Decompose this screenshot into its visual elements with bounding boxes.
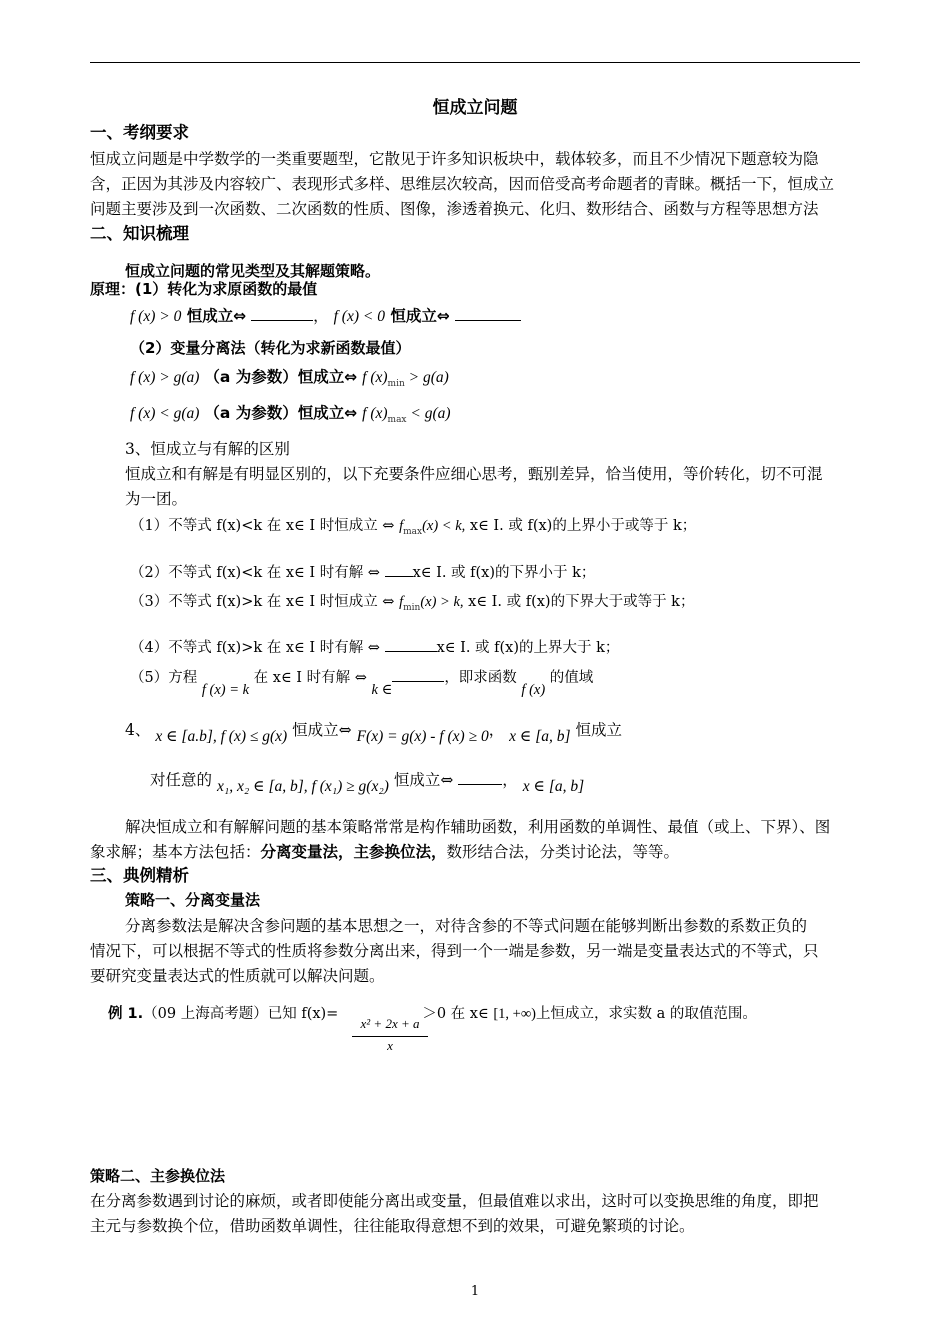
item-2-text: （2）不等式 f(x)<k 在 x∈ I 时有解 ⇔ xyxy=(130,565,380,581)
math-fmax-lt-k: (x) < k, xyxy=(422,518,466,534)
item-3-text: （3）不等式 f(x)>k 在 x∈ I 时恒成立 ⇔ xyxy=(130,594,395,610)
text-iff-2: 恒成立⇔ xyxy=(384,307,450,325)
text-comma: ， xyxy=(502,771,518,789)
strategy-methods-bold: 分离变量法，主参换位法， xyxy=(260,843,447,861)
subscript-min: min xyxy=(387,379,405,389)
math-interval: [1, +∞) xyxy=(493,1006,536,1022)
item-1 xyxy=(130,514,870,544)
text-param-iff: （a 为参数）恒成立⇔ xyxy=(204,368,358,386)
sec3-line-2: 为一团。 xyxy=(125,490,188,508)
strategy-1-heading: 策略一、分离变量法 xyxy=(125,891,261,909)
sec1-line-2: 含，正因为其涉及内容较广、表现形式多样、思维层次较高，因而倍受高考命题者的青睐。概括一下，恒成立 xyxy=(90,175,835,193)
answer-blank[interactable] xyxy=(392,667,444,682)
sec3-subheading: 3、恒成立与有解的区别 xyxy=(125,440,290,458)
math-f-eq-k: f (x) = k xyxy=(201,682,250,698)
item-5 xyxy=(130,666,870,698)
section-4-line-2 xyxy=(150,768,870,793)
st1-line-3: 要研究变量表达式的性质就可以解决问题。 xyxy=(90,967,385,985)
st2-line-2: 主元与参数换个位，借助函数单调性，往往能取得意想不到的效果，可避免繁琐的讨论。 xyxy=(90,1217,695,1235)
math-gt-ga: > g(a) xyxy=(404,369,449,386)
strategy-text-a: 象求解；基本方法包括： xyxy=(90,843,261,861)
strategy-line-1: 解决恒成立和有解解问题的基本策略常常是构作辅助函数，利用函数的单调性、最值（或上、下界）、图 xyxy=(125,818,831,836)
formula-separate-min xyxy=(130,365,830,396)
text-param-iff: （a 为参数）恒成立⇔ xyxy=(204,404,358,422)
sub2-heading: （2）变量分离法（转化为求新函数最值） xyxy=(130,339,411,357)
section-3-heading: 三、典例精析 xyxy=(90,866,189,885)
text-hengchengli-iff: 恒成立⇔ xyxy=(388,771,454,789)
example-1-text-a: （09 上海高考题）已知 f(x)= xyxy=(143,1006,339,1022)
text-for-any: 对任意的 xyxy=(150,771,213,789)
item-3-tail: x∈ I. 或 f(x)的下界大于或等于 k； xyxy=(468,594,695,610)
item-5-text-d: 的值域 xyxy=(549,670,594,686)
math-f-gt-0: f (x) > 0 xyxy=(130,308,182,325)
math-fmin-gt-k: (x) > k, xyxy=(420,594,464,610)
subscript-max: max xyxy=(387,415,407,425)
item-4 xyxy=(130,636,870,660)
fraction-denominator: x xyxy=(387,1038,393,1053)
text-iff-1: 恒成立⇔ xyxy=(181,307,247,325)
fraction-bar xyxy=(352,1036,428,1037)
math-lt-ga: < g(a) xyxy=(406,405,451,422)
math-x-in-ab: x ∈ [a, b] xyxy=(522,778,585,795)
item-5-text-c: ，即求函数 xyxy=(444,670,517,686)
math-fmin: f (x) xyxy=(362,369,388,386)
section-4-number: 4、 xyxy=(125,721,151,739)
item-5-text-b: 在 x∈ I 时有解 ⇔ xyxy=(253,670,367,686)
math-x1-x2: x₁, x₂ ∈ [a, b], f (x₁) ≥ g(x₂) xyxy=(216,778,389,795)
text-hengchengli: 恒成立 xyxy=(570,721,623,739)
item-5-text-a: （5）方程 xyxy=(130,670,198,686)
section-4-line-1 xyxy=(125,718,865,743)
example-1-label: 例 1. xyxy=(108,1006,144,1022)
fraction xyxy=(350,1016,430,1054)
sec1-line-1: 恒成立问题是中学数学的一类重要题型，它散见于许多知识板块中，载体较多，而且不少情况下题意较为隐 xyxy=(90,150,819,168)
item-2-tail: x∈ I. 或 f(x)的下界小于 k； xyxy=(412,565,596,581)
header-rule xyxy=(90,62,860,63)
answer-blank[interactable] xyxy=(458,770,502,785)
page-title: 恒成立问题 xyxy=(432,98,518,118)
item-1-text: （1）不等式 f(x)<k 在 x∈ I 时恒成立 ⇔ xyxy=(130,518,395,534)
st2-line-1: 在分离参数遇到讨论的麻烦，或者即使能分离出或变量，但最值难以求出，这时可以变换思维的角度，即把 xyxy=(90,1192,819,1210)
answer-blank[interactable] xyxy=(385,562,413,577)
math-k-in: k ∈ xyxy=(371,682,393,698)
math-f: f xyxy=(399,594,404,610)
example-1 xyxy=(108,1002,868,1026)
strategy-text-c: 数形结合法，分类讨论法，等等。 xyxy=(446,843,680,861)
st1-line-1: 分离参数法是解决含参问题的基本思想之一，对待含参的不等式问题在能够判断出参数的系数正负的 xyxy=(125,917,808,935)
principle-line: 原理：(1）转化为求原函数的最值 xyxy=(90,280,318,298)
fraction-numerator: x² + 2x + a xyxy=(360,1016,420,1031)
sec2-intro: 恒成立问题的常见类型及其解题策略。 xyxy=(125,262,381,280)
page-number: 1 xyxy=(470,1284,480,1299)
text-hengchengli-iff: 恒成立⇔ xyxy=(287,721,352,739)
section-1-heading: 一、考纲要求 xyxy=(90,123,189,142)
formula-separate-max xyxy=(130,401,830,432)
sec3-line-1: 恒成立和有解是有明显区别的，以下充要条件应细心思考，甄别差异，恰当使用，等价转化，切不可混 xyxy=(125,465,823,483)
item-1-tail: x∈ I. 或 f(x)的上界小于或等于 k； xyxy=(469,518,697,534)
math-f-gt-ga: f (x) > g(a) xyxy=(130,369,200,386)
strategy-line-2 xyxy=(90,840,860,864)
math-fx: f (x) xyxy=(521,682,546,698)
math-F-def: F(x) = g(x) - f (x) ≥ 0 xyxy=(356,728,489,745)
section-2-heading: 二、知识梳理 xyxy=(90,224,189,243)
example-1-text-c: 上恒成立，求实数 a 的取值范围。 xyxy=(535,1006,757,1022)
math-f: f xyxy=(399,518,404,534)
math-f-lt-0: f (x) < 0 xyxy=(333,308,385,325)
strategy-2-heading: 策略二、主参换位法 xyxy=(90,1167,226,1185)
subscript-min: min xyxy=(403,603,421,613)
st1-line-2: 情况下，可以根据不等式的性质将参数分离出来，得到一个一端是参数，另一端是变量表达式的不等式，只 xyxy=(90,942,819,960)
formula-min-max: f (x) > 0 恒成立⇔ ， f (x) < 0 恒成立⇔ xyxy=(130,304,830,329)
sec1-line-3: 问题主要涉及到一次函数、二次函数的性质、图像，渗透着换元、化归、数形结合、函数与方程等思想方法 xyxy=(90,200,819,218)
answer-blank[interactable] xyxy=(455,306,521,321)
subscript-max: max xyxy=(403,527,423,537)
answer-blank[interactable] xyxy=(251,306,313,321)
math-x-in-ab: x ∈ [a, b] xyxy=(509,728,571,745)
text-comma: ， xyxy=(488,721,505,739)
answer-blank[interactable] xyxy=(385,637,437,652)
math-f-lt-ga: f (x) < g(a) xyxy=(130,405,200,422)
math-fmax: f (x) xyxy=(362,405,388,422)
item-3 xyxy=(130,590,870,620)
item-4-text: （4）不等式 f(x)>k 在 x∈ I 时有解 ⇔ xyxy=(130,640,380,656)
math-interval-f-le-g: x ∈ [a.b], f (x) ≤ g(x) xyxy=(155,728,288,745)
item-2 xyxy=(130,561,870,585)
item-4-tail: x∈ I. 或 f(x)的上界大于 k； xyxy=(436,640,620,656)
example-1-text-b: ＞0 在 x∈ xyxy=(422,1006,489,1022)
